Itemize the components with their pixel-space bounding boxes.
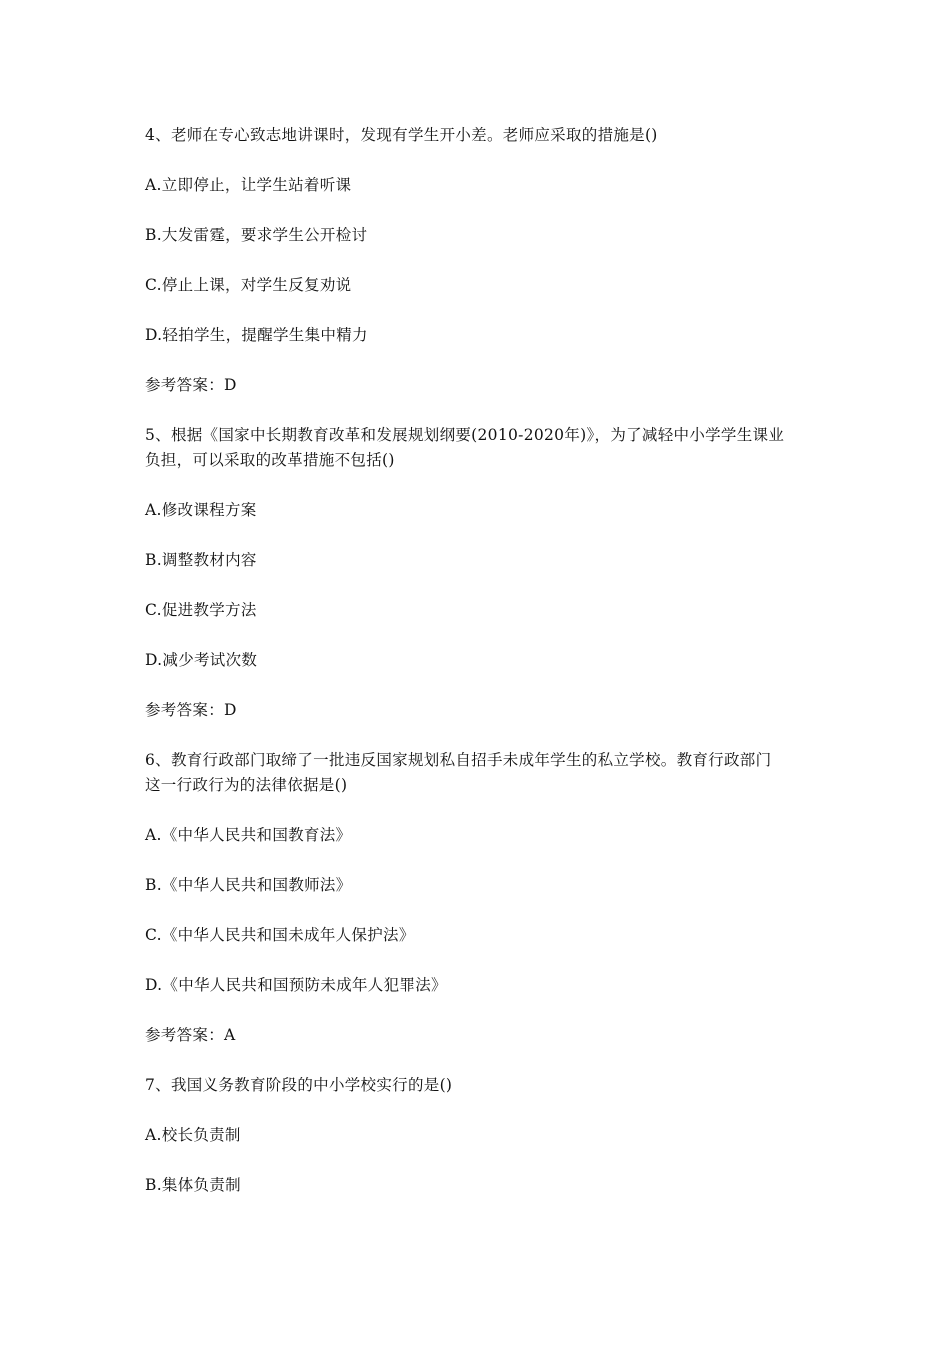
question-4-option-c: C.停止上课，对学生反复劝说 [145,276,352,294]
question-5-option-c: C.促进教学方法 [145,601,257,619]
question-7-option-a: A.校长负责制 [145,1126,241,1144]
question-5-option-a: A.修改课程方案 [145,501,257,519]
question-4-option-a: A.立即停止，让学生站着听课 [145,176,352,194]
question-5-stem-line2: 负担，可以采取的改革措施不包括() [145,451,395,469]
question-5-option-d: D.减少考试次数 [145,651,258,669]
question-5-answer: 参考答案：D [145,701,237,719]
question-7-option-b: B.集体负责制 [145,1176,241,1194]
question-7-stem: 7、我国义务教育阶段的中小学校实行的是() [145,1076,453,1094]
question-6-answer: 参考答案：A [145,1026,236,1044]
question-5-stem-line1: 5、根据《国家中长期教育改革和发展规划纲要(2010-2020年)》，为了减轻中小学学生课业 [145,426,785,444]
question-6-option-d: D.《中华人民共和国预防未成年人犯罪法》 [145,976,447,994]
question-4-stem: 4、老师在专心致志地讲课时，发现有学生开小差。老师应采取的措施是() [145,126,658,144]
question-6-stem-line2: 这一行政行为的法律依据是() [145,776,348,794]
question-4-option-b: B.大发雷霆，要求学生公开检讨 [145,226,368,244]
question-4-answer: 参考答案：D [145,376,237,394]
question-5-option-b: B.调整教材内容 [145,551,257,569]
question-6-option-c: C.《中华人民共和国未成年人保护法》 [145,926,415,944]
question-4-option-d: D.轻拍学生，提醒学生集中精力 [145,326,368,344]
question-6-option-b: B.《中华人民共和国教师法》 [145,876,352,894]
question-6-stem-line1: 6、教育行政部门取缔了一批违反国家规划私自招手未成年学生的私立学校。教育行政部门 [145,751,772,769]
question-6-option-a: A.《中华人民共和国教育法》 [145,826,352,844]
